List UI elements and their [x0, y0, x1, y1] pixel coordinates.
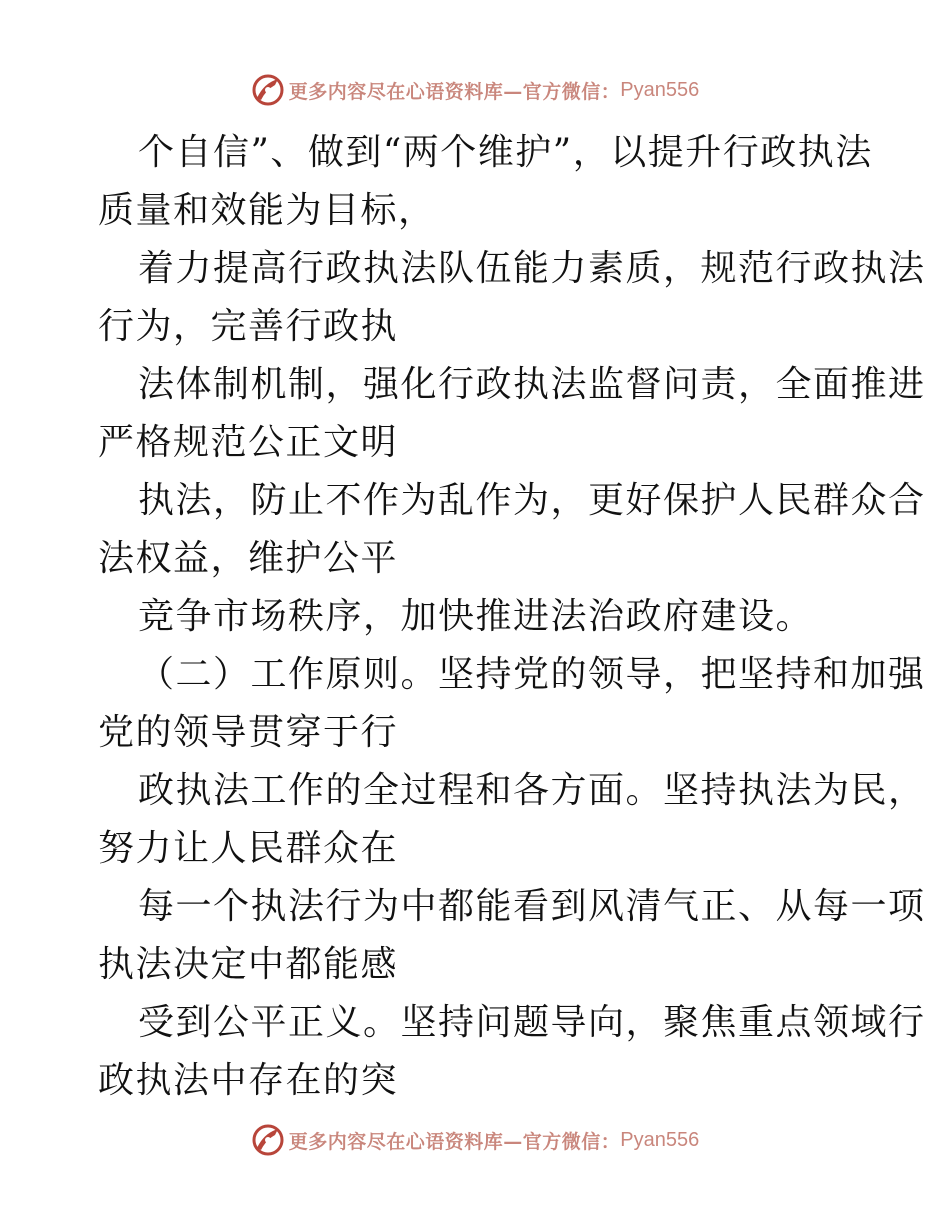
- text-line: 政执法中存在的突: [98, 1060, 399, 1101]
- text-line: 个自信”、做到“两个维护”，以提升行政执法: [138, 132, 873, 173]
- text-line: 努力让人民群众在: [98, 828, 399, 869]
- text-line: 着力提高行政执法队伍能力素质，规范行政执法: [138, 248, 926, 289]
- text-line: 政执法工作的全过程和各方面。坚持执法为民，: [138, 770, 926, 811]
- watermark-text: 更多内容尽在心语资料库—官方微信：: [288, 1130, 621, 1153]
- pen-logo-icon: [251, 73, 285, 107]
- text-line: （二）工作原则。坚持党的领导，把坚持和加强: [138, 654, 926, 695]
- text-line: 受到公平正义。坚持问题导向，聚焦重点领域行: [138, 1002, 926, 1043]
- text-line: 法体制机制，强化行政执法监督问责，全面推进: [138, 364, 926, 405]
- text-line: 执法，防止不作为乱作为，更好保护人民群众合: [138, 480, 926, 521]
- text-line: 竞争市场秩序，加快推进法治政府建设。: [138, 596, 814, 637]
- document-body: [98, 124, 926, 1110]
- watermark-text: 更多内容尽在心语资料库—官方微信：: [288, 80, 621, 103]
- header-watermark: [0, 72, 950, 108]
- text-line: 严格规范公正文明: [98, 422, 399, 463]
- text-line: 党的领导贯穿于行: [98, 712, 399, 753]
- watermark-account: Pyan556: [620, 1128, 700, 1151]
- footer-watermark: [0, 1122, 950, 1158]
- text-line: 质量和效能为目标，: [98, 190, 436, 231]
- pen-logo-icon: [251, 1123, 285, 1157]
- text-line: 行为，完善行政执: [98, 306, 399, 347]
- text-line: 每一个执法行为中都能看到风清气正、从每一项: [138, 886, 926, 927]
- watermark-account: Pyan556: [620, 78, 700, 101]
- text-line: 执法决定中都能感: [98, 944, 399, 985]
- text-line: 法权益，维护公平: [98, 538, 399, 579]
